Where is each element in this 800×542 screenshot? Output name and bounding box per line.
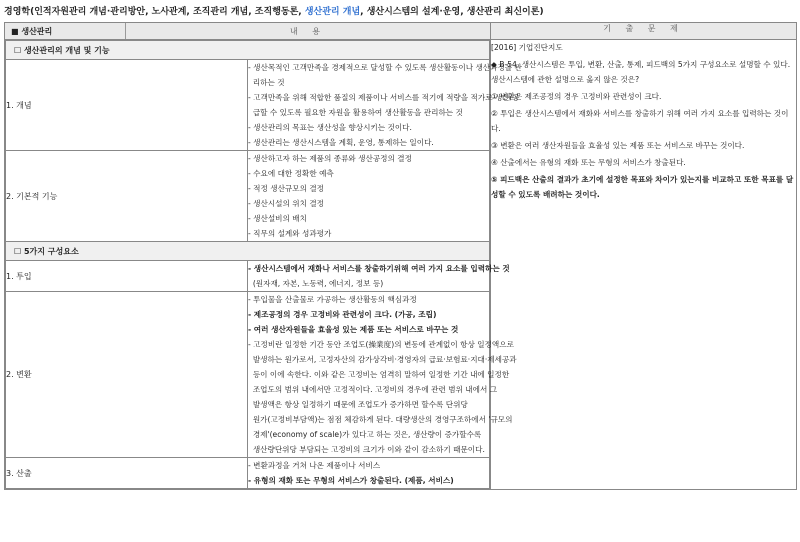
exam-title: [2016] 기업진단지도 xyxy=(491,43,563,52)
list-item: 리하는 것 xyxy=(248,78,285,87)
exam-option: ② 투입은 생산시스템에서 재화와 서비스를 창출하기 위해 여러 가지 요소를 입력하는 것이다. xyxy=(491,109,789,133)
list-item: - 제조공정의 경우 고정비와 관련성이 크다. (가공, 조립) xyxy=(248,310,437,319)
section-title: ☐ 생산관리의 개념 및 기능 xyxy=(6,41,490,60)
row-items xyxy=(248,292,517,458)
row-label: 3. 산출 xyxy=(6,458,248,489)
list-item: 발생하는 원가로서, 고정자산의 감가상각비·경영자의 급료·보험료·지대·제세공과 xyxy=(248,355,517,364)
list-item: (원자재, 자본, 노동력, 에너지, 정보 등) xyxy=(248,279,384,288)
list-item: 원가(고정비부담액)는 점점 체감하게 된다. 대량생산의 경영구조하에서 '규모의 xyxy=(248,415,513,424)
list-item: 등이 이에 속한다. 이와 같은 고정비는 엄격히 말하여 일정한 기간 내에 일정한 xyxy=(248,370,510,379)
list-item: - 생산하고자 하는 제품의 종류와 생산공정의 결정 xyxy=(248,154,412,163)
list-item: 급할 수 있도록 필요한 자원을 활용하여 생산활동을 관리하는 것 xyxy=(248,108,463,117)
list-item: - 적정 생산규모의 결정 xyxy=(248,184,325,193)
list-item: - 고객만족을 위해 적합한 품질의 제품이나 서비스를 적기에 적량을 적가로 생산/공 xyxy=(248,93,520,102)
section-title: ☐ 5가지 구성요소 xyxy=(6,242,490,261)
exam-option: ① 변환은 제조공정의 경우 고정비와 관련성이 크다. xyxy=(491,92,662,101)
title-prefix: 경영학(인적자원관리 개념·관리방안, 노사관계, 조직관리 개념, 조직행동론, xyxy=(4,7,305,17)
list-item: - 생산관리는 생산시스템을 계획, 운영, 통제하는 일이다. xyxy=(248,138,434,147)
list-item: - 생산시설의 위치 결정 xyxy=(248,199,325,208)
row-label: 1. 개념 xyxy=(6,60,248,151)
list-item: 발생액은 항상 일정하기 때문에 조업도가 증가하면 할수록 단위당 xyxy=(248,400,468,409)
row-label: 2. 변환 xyxy=(6,292,248,458)
exam-question: ◆ B-54. 생산시스템은 투입, 변환, 산출, 통제, 피드백의 5가지 구성요소로 설명할 수 있다. 생산시스템에 관한 설명으로 옳지 않은 것은? xyxy=(491,60,791,84)
row-label: 1. 투입 xyxy=(6,261,248,292)
list-item: 조업도의 범위 내에서만 고정적이다. 고정비의 경우에 관련 범위 내에서 그 xyxy=(248,385,498,394)
row-label: 2. 기본적 기능 xyxy=(6,151,248,242)
list-item: - 생산설비의 배치 xyxy=(248,214,307,223)
exam-option: ④ 산출에서는 유형의 재화 또는 무형의 서비스가 창출된다. xyxy=(491,158,686,167)
content-row xyxy=(6,261,490,292)
title-highlight: 생산관리 개념 xyxy=(304,7,361,17)
list-item: - 여러 생산자원들을 효율성 있는 제품 또는 서비스로 바꾸는 것 xyxy=(248,325,459,334)
header-exam: 기 출 문 제 xyxy=(491,23,797,40)
row-items xyxy=(248,151,490,242)
list-item: - 투입물을 산출물로 가공하는 생산활동의 핵심과정 xyxy=(248,295,417,304)
list-item: - 생산관리의 목표는 생산성을 향상시키는 것이다. xyxy=(248,123,412,132)
exam-option: ③ 변환은 여러 생산자원들을 효율성 있는 제품 또는 서비스로 바꾸는 것이다. xyxy=(491,141,745,150)
list-item: - 생산시스템에서 재화나 서비스를 창출하기위해 여러 가지 요소를 입력하는 것 xyxy=(248,264,510,273)
row-items xyxy=(248,458,490,489)
title-suffix: , 생산시스템의 설계·운영, 생산관리 최신이론) xyxy=(360,7,544,17)
list-item: 경제'(economy of scale)가 있다고 하는 것은, 생산량이 증가할수록 xyxy=(248,430,482,439)
content-table xyxy=(4,22,797,490)
content-row xyxy=(6,292,490,458)
header-content: 내 용 xyxy=(126,23,491,39)
list-item: 생산량단위당 부담되는 고정비의 크기가 이와 같이 감소하기 때문이다. xyxy=(248,445,485,454)
list-item: - 수요에 대한 정확한 예측 xyxy=(248,169,334,178)
list-item: - 고정비란 일정한 기간 동안 조업도(操業度)의 변동에 관계없이 항상 일정액으로 xyxy=(248,340,514,349)
list-item: - 유형의 재화 또는 무형의 서비스가 창출된다. (제품, 서비스) xyxy=(248,476,454,485)
exam-option: ⑤ 피드백은 산출의 결과가 초기에 설정한 목표와 차이가 있는지를 비교하고 또한 목표를 달성할 수 있도록 배려하는 것이다. xyxy=(491,175,794,199)
sections-table xyxy=(5,40,522,489)
row-items xyxy=(248,261,510,292)
content-row xyxy=(6,458,490,489)
list-item: - 생산목적인 고객만족을 경제적으로 달성할 수 있도록 생산활동이나 생산과정을 관 xyxy=(248,63,522,72)
table-header-row xyxy=(5,23,797,40)
content-row xyxy=(6,151,490,242)
list-item: - 직무의 설계와 성과평가 xyxy=(248,229,332,238)
list-item: - 변환과정을 거쳐 나온 제품이나 서비스 xyxy=(248,461,381,470)
row-items xyxy=(248,60,522,151)
exam-options xyxy=(491,89,796,202)
document-title xyxy=(4,4,544,17)
exam-column xyxy=(491,40,797,490)
content-row xyxy=(6,60,490,151)
header-category: ■ 생산관리 xyxy=(5,23,126,39)
content-column xyxy=(5,40,522,490)
